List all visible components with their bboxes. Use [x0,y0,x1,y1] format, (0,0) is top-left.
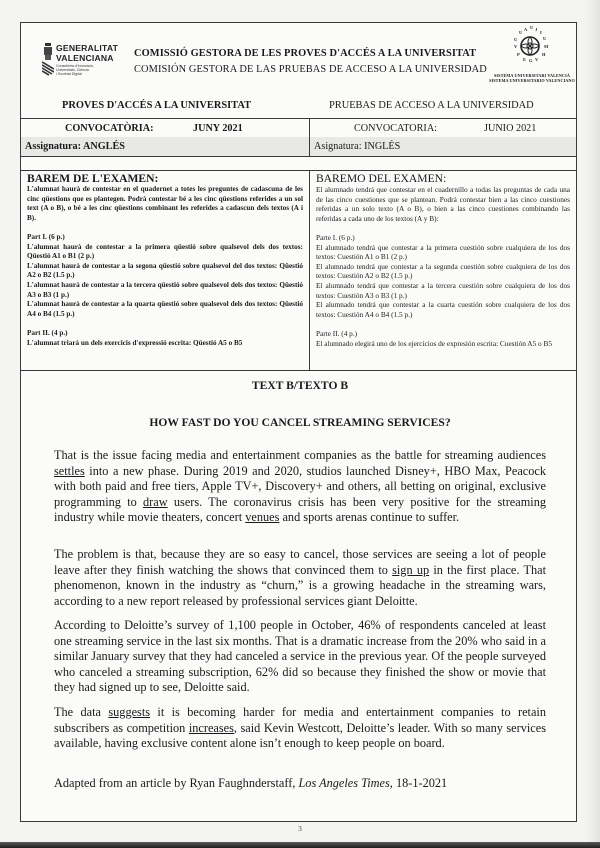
svg-text:U: U [543,36,547,41]
svg-text:M: M [544,44,549,49]
svg-text:U: U [519,30,523,35]
svg-text:V: V [535,57,539,62]
svg-text:J: J [535,27,538,32]
proves-label-ca: PROVES D'ACCÉS A LA UNIVERSITAT [62,100,251,111]
paragraph-text: According to Deloitte’s survey of 1,100 people in October, 46% of respondents canceled at least one streaming service in the last six months. That is a dramatic increase from the 20% who said in a similar January survey that they had canceled a service in the previous year. Of the people surveyed who canceled a streaming subscription, 62% did so because they finished the show or movie that they had signed up to see, Deloitte said. [54,618,546,694]
article-paragraph [54,705,546,752]
generalitat-logo [42,43,122,83]
barem-part1-item-ca: L'alumnat haurà de contestar a la segona qüestió sobre qualsevol del dos textos: Qüestió A2 o B2 (1.5 p.) [27,261,303,280]
article-source [54,776,447,791]
assignatura-es-cell [310,137,577,157]
generalitat-name: GENERALITAT VALENCIANA [56,43,119,63]
article-paragraph [54,618,546,696]
underlined-vocabulary-word: sign up [392,562,430,577]
underlined-vocabulary-word: increases [188,720,234,735]
barem-catalan [21,171,310,370]
convocatoria-es-cell [310,118,577,138]
convocatoria-es-label: CONVOCATORIA: [354,123,438,134]
barem-box [20,170,577,371]
underlined-vocabulary-word: settles [54,463,85,478]
sistema-line-es: SISTEMA UNIVERSITARIO VALENCIANO [489,78,575,83]
underlined-vocabulary-word: suggests [108,705,151,719]
paragraph-text: , said Kevin Westcott, Deloitte’s leader. With so many services available, having exclusive content alone isn’t enough to keep people on board. [54,720,546,750]
svg-text:H: H [542,52,546,57]
barem-part1-item-es: El alumnado tendrá que contestar a la cuarta cuestión sobre cualquiera de los dos textos: Cuestión A4 o B4 (1.5 p.) [315,300,570,319]
svg-text:V: V [514,44,518,49]
commission-title-ca: COMISSIÓ GESTORA DE LES PROVES D'ACCÉS A LA UNIVERSITAT [134,48,477,59]
barem-part1-item-es: El alumnado tendrá que contestar a la primera cuestión sobre cualquiera de los dos textos: Cuestión A1 o B1 (2 p.) [315,242,570,262]
sistema-line-ca: SISTEMA UNIVERSITARI VALENCIÀ [494,73,570,78]
barem-part1-item-es: El alumnado tendrá que contestar a la tercera cuestión sobre cualquiera de los dos textos: Cuestión A3 o B3 (1 p.) [315,280,570,300]
page-number: 3 [298,824,302,833]
convocatoria-ca-label: CONVOCATÒRIA: [65,123,154,134]
assignatura-ca-cell [20,137,310,157]
paragraph-text: in the first place. That phenomenon, known in the industry as “churn,” is a growing headache in the streaming wars, according to a new report released by professional services giant Deloitte. [54,562,546,608]
article-paragraph [54,547,546,609]
generalitat-crest-icon [42,43,54,77]
convocatoria-row [20,118,577,138]
barem-part2-text-es: El alumnado elegirá uno de los ejercicios de expresión escrita: Cuestión A5 o B5 [315,338,553,348]
paragraph-text: The data [54,705,109,719]
svg-text:U: U [514,37,518,42]
barem-part1-item-es: El alumnado tendrá que contestar a la segunda cuestión sobre cualquiera de los dos textos: Cuestión A2 o B2 (1.5 p.) [315,261,570,281]
text-label: TEXT B/TEXTO B [251,379,349,392]
svg-text:A: A [524,27,528,32]
convocatoria-ca-value: JUNY 2021 [193,123,243,134]
article-paragraph [54,448,546,526]
assignatura-row [20,137,577,157]
svg-text:U: U [530,25,534,30]
conselleria-name: Conselleria d'Innovació, Universitats, Ciència i Societat Digital [56,64,95,77]
underlined-vocabulary-word: draw [143,494,168,509]
svg-text:E: E [523,57,527,62]
commission-title-es: COMISIÓN GESTORA DE LAS PRUEBAS DE ACCESO A LA UNIVERSIDAD [134,64,487,75]
barem-part1-item-ca: L'alumnat haurà de contestar a la primera qüestió sobre qualsevol dels dos textos: Qüestió A1 o B1 (2 p.) [27,242,303,261]
proves-label-es: PRUEBAS DE ACCESO A LA UNIVERSIDAD [329,100,534,111]
svg-text:P: P [517,52,520,57]
barem-intro-es: El alumnado tendrá que contestar en el cuadernillo a todas las preguntas de cada una de las cinco cuestiones que se plantean. Podrá contestar bien a las cinco cuestiones referidas a un solo texto (A o B), o bien a las cinco cuestiones combinando las referidas a cada uno de los textos (A y B): [315,185,570,223]
svg-text:I: I [540,30,542,35]
source-date: 18-1-2021 [392,776,448,790]
barem-part2-title-es: Parte II. (4 p.) [315,328,358,338]
paragraph-text: into a new phase. During 2019 and 2020, studios launched Disney+, HBO Max, Peacock with both paid and free tiers, Apple TV+, Discovery+ and others, all betting on original, exclusive programming to [54,463,546,509]
source-publication: Los Angeles Times, [298,776,393,790]
assignatura-es: Asignatura: INGLÉS [314,141,401,152]
assignatura-ca: Assignatura: ANGLÉS [25,141,125,152]
barem-heading-ca: BAREM DE L'EXAMEN: [27,172,159,185]
barem-part1-title-ca: Part I. (6 p.) [27,232,65,241]
underlined-vocabulary-word: venues [245,510,280,524]
paragraph-text: and sports arenas continue to suffer. [279,510,460,524]
barem-intro-ca: L'alumnat haurà de contestar en el quadernet a totes les preguntes de cadascuna de les cinc qüestions que es plantegen. Podrà contestar bé a les cinc qüestions referides a un sol text (A o B), o bé a les cinc qüestions combinant les referides a cadascun dels textos (A i B). [27,185,303,222]
barem-part1-title-es: Parte I. (6 p.) [315,232,355,242]
paragraph-text: The problem is that, because they are so easy to cancel, those services are seeing a lot of people leave after they finish watching the shows that convinced them to [54,547,546,577]
convocatoria-ca-cell [20,118,310,138]
barem-part1-item-ca: L'alumnat haurà de contestar a la tercera qüestió sobre qualsevol dels dos textos: Qüestió A3 o B3 (1 p.) [27,280,303,299]
paragraph-text: That is the issue facing media and entertainment companies as the battle for streaming audiences [54,448,546,462]
barem-spanish [310,171,576,370]
barem-heading-es: BAREMO DEL EXAMEN: [315,172,447,185]
article-title: HOW FAST DO YOU CANCEL STREAMING SERVICES? [149,416,451,429]
barem-part2-title-ca: Part II. (4 p.) [27,328,68,337]
scan-bottom-edge [0,842,600,848]
barem-part1-item-ca: L'alumnat haurà de contestar a la quarta qüestió sobre qualsevol dels dos textos: Qüestió A4 o B4 (1.5 p.) [27,300,303,318]
svg-text:G: G [529,58,533,63]
paragraph-text: users. The coronavirus crisis has been very positive for the streaming industry while movie theaters, concert [54,494,546,524]
convocatoria-es-value: JUNIO 2021 [484,123,537,134]
source-prefix: Adapted from an article by Ryan Faughnderstaff, [54,776,299,790]
paragraph-text: it is becoming harder for media and entertainment companies to retain subscribers as competition [54,705,546,735]
barem-part2-text-ca: L'alumnat triarà un dels exercicis d'expressió escrita: Qüestió A5 o B5 [27,338,243,347]
